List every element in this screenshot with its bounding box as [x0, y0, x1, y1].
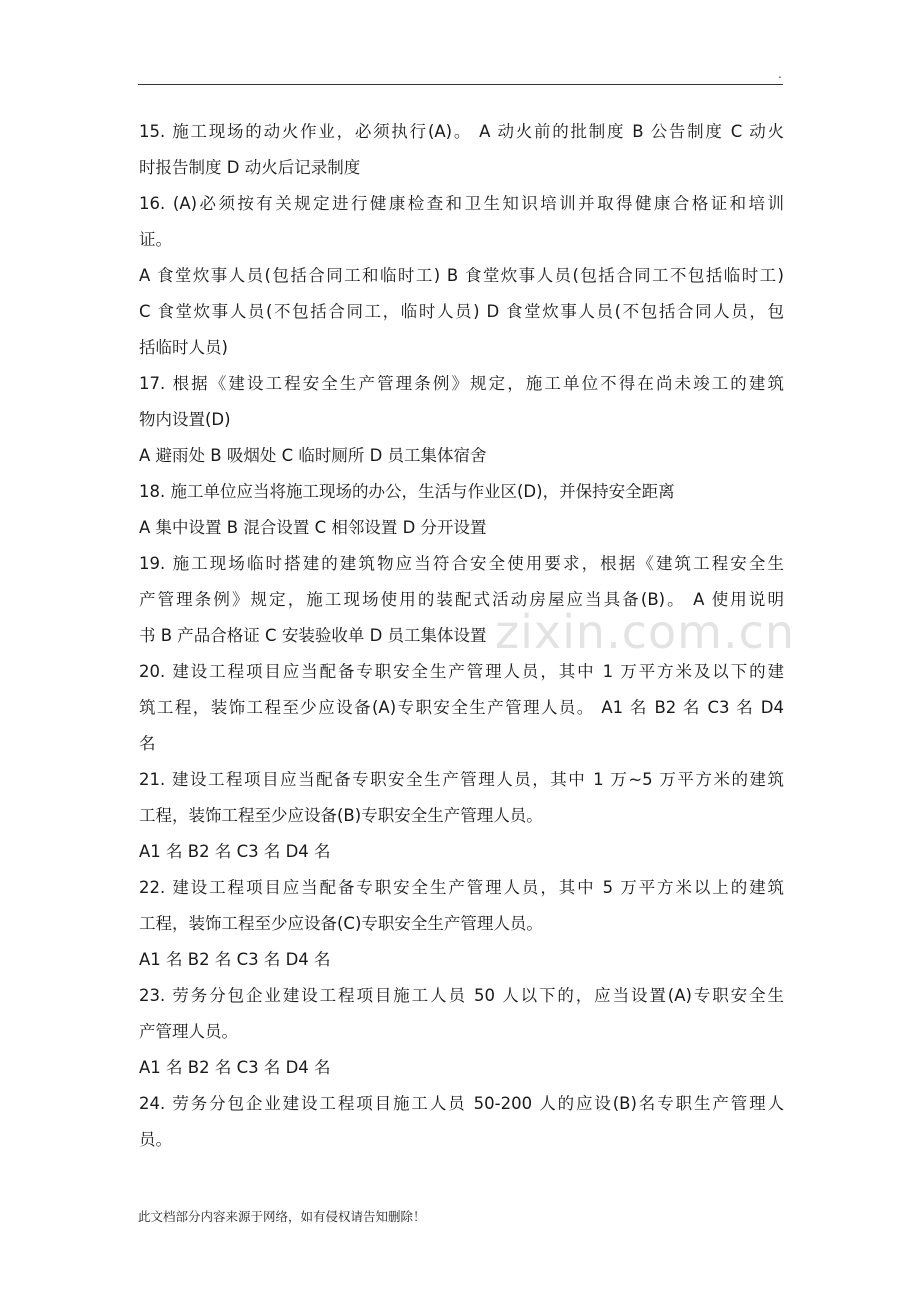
text-line: 23. 劳务分包企业建设工程项目施工人员 50 人以下的，应当设置(A)专职安全生 — [139, 986, 784, 1005]
text-line: A1 名 B2 名 C3 名 D4 名 — [139, 1058, 331, 1077]
text-line: A1 名 B2 名 C3 名 D4 名 — [139, 842, 331, 861]
text-line: 15. 施工现场的动火作业，必须执行(A)。 A 动火前的批制度 B 公告制度 C 动火 — [139, 122, 784, 141]
text-line: 22. 建设工程项目应当配备专职安全生产管理人员，其中 5 万平方米以上的建筑 — [139, 878, 784, 897]
text-line: 16. (A)必须按有关规定进行健康检查和卫生知识培训并取得健康合格证和培训 — [139, 194, 784, 213]
footer-disclaimer: 此文档部分内容来源于网络，如有侵权请告知删除！ — [138, 1209, 426, 1224]
text-line: 筑工程，装饰工程至少应设备(A)专职安全生产管理人员。 A1 名 B2 名 C3 名 D4 — [139, 698, 784, 717]
text-line: 工程，装饰工程至少应设备(C)专职安全生产管理人员。 — [139, 914, 543, 933]
text-line: 名 — [139, 734, 156, 753]
text-line: 证。 — [139, 230, 172, 249]
text-line: C 食堂炊事人员(不包括合同工，临时人员) D 食堂炊事人员(不包括合同人员，包 — [139, 302, 784, 321]
text-line: 工程，装饰工程至少应设备(B)专职安全生产管理人员。 — [139, 806, 543, 825]
text-line: 17. 根据《建设工程安全生产管理条例》规定，施工单位不得在尚未竣工的建筑 — [139, 374, 784, 393]
text-line: 产管理条例》规定，施工现场使用的装配式活动房屋应当具备(B)。 A 使用说明 — [139, 590, 784, 609]
text-line: 19. 施工现场临时搭建的建筑物应当符合安全使用要求，根据《建筑工程安全生 — [139, 554, 784, 573]
text-line: 物内设置(D) — [139, 410, 231, 429]
text-line: A 食堂炊事人员(包括合同工和临时工) B 食堂炊事人员(包括合同工不包括临时工) — [139, 266, 784, 285]
text-line: 括临时人员) — [139, 338, 228, 357]
header-dot: . — [778, 67, 782, 81]
text-line: 20. 建设工程项目应当配备专职安全生产管理人员，其中 1 万平方米及以下的建 — [139, 662, 784, 681]
text-line: 员。 — [139, 1130, 172, 1149]
text-line: 24. 劳务分包企业建设工程项目施工人员 50-200 人的应设(B)名专职生产管理人 — [139, 1094, 784, 1113]
text-line: 时报告制度 D 动火后记录制度 — [139, 158, 361, 177]
watermark: zixin.com.cn — [495, 605, 796, 659]
text-line: 产管理人员。 — [139, 1022, 238, 1041]
text-line: 18. 施工单位应当将施工现场的办公，生活与作业区(D)，并保持安全距离 — [139, 482, 675, 501]
document-body — [139, 114, 784, 1158]
text-line: 21. 建设工程项目应当配备专职安全生产管理人员，其中 1 万~5 万平方米的建筑 — [139, 770, 784, 789]
text-line: A 集中设置 B 混合设置 C 相邻设置 D 分开设置 — [139, 518, 487, 537]
text-line: A1 名 B2 名 C3 名 D4 名 — [139, 950, 331, 969]
header-rule — [138, 84, 783, 85]
text-line: 书 B 产品合格证 C 安装验收单 D 员工集体设置 — [139, 626, 487, 645]
text-line: A 避雨处 B 吸烟处 C 临时厕所 D 员工集体宿舍 — [139, 446, 487, 465]
